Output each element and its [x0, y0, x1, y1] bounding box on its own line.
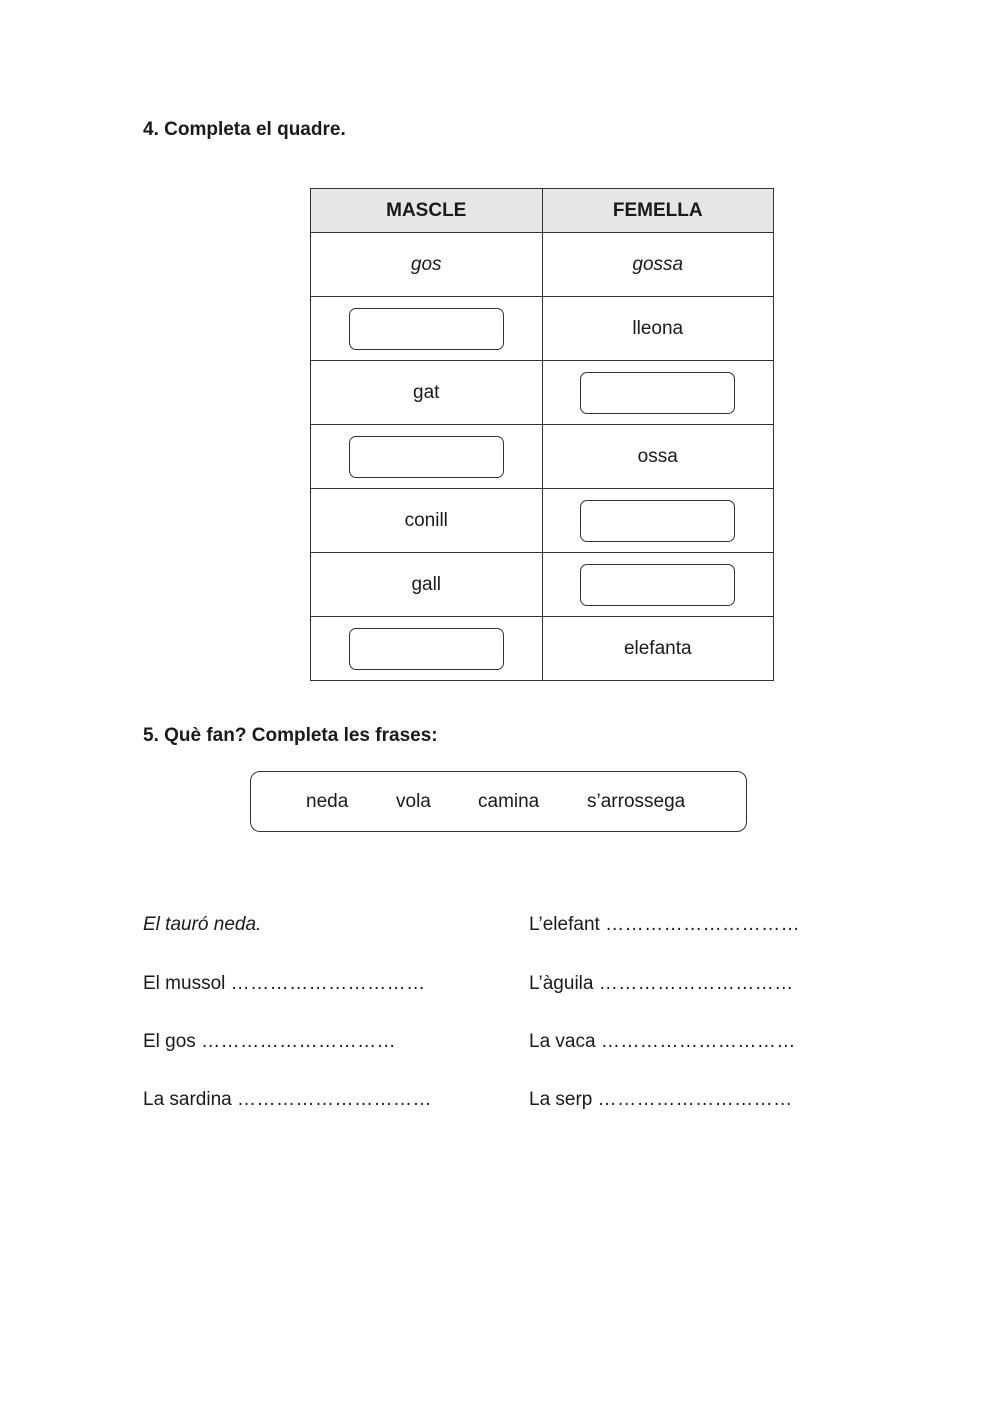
- answer-box-mascle[interactable]: [349, 628, 504, 670]
- word-bank-item[interactable]: camina: [478, 791, 540, 812]
- table-row: [311, 553, 774, 617]
- cell-femella: [542, 361, 774, 425]
- table-row: [311, 233, 774, 297]
- answer-box-mascle[interactable]: [349, 436, 504, 478]
- sentence-subject: El gos: [143, 1031, 196, 1052]
- cell-mascle: [311, 425, 543, 489]
- sentence-line: [529, 914, 800, 936]
- header-mascle: MASCLE: [311, 189, 543, 233]
- table-row: [311, 425, 774, 489]
- table-row: [311, 617, 774, 681]
- cell-mascle: gall: [311, 553, 543, 617]
- header-femella: FEMELLA: [542, 189, 774, 233]
- word-bank-item[interactable]: vola: [396, 791, 431, 812]
- section-5-title: 5. Què fan? Completa les frases:: [143, 725, 438, 746]
- sentence-subject: L’àguila: [529, 973, 594, 994]
- answer-blank[interactable]: …………………………: [598, 973, 794, 994]
- answer-blank[interactable]: …………………………: [600, 1031, 796, 1052]
- word-bank: [250, 771, 747, 832]
- sentence-line: [529, 1089, 793, 1111]
- sentence-subject: El mussol: [143, 973, 226, 994]
- cell-femella: lleona: [542, 297, 774, 361]
- cell-femella: ossa: [542, 425, 774, 489]
- answer-box-mascle[interactable]: [349, 308, 504, 350]
- cell-femella: gossa: [542, 233, 774, 297]
- table-header-row: [311, 189, 774, 233]
- animal-gender-table: [310, 188, 774, 681]
- cell-mascle: gos: [311, 233, 543, 297]
- table-row: [311, 489, 774, 553]
- table-row: [311, 361, 774, 425]
- cell-mascle: [311, 297, 543, 361]
- answer-blank[interactable]: …………………………: [597, 1089, 793, 1110]
- answer-blank[interactable]: …………………………: [605, 914, 801, 935]
- cell-mascle: [311, 617, 543, 681]
- answer-blank[interactable]: …………………………: [201, 1031, 397, 1052]
- sentence-subject: La sardina: [143, 1089, 232, 1110]
- sentence-line: [529, 1031, 796, 1053]
- word-bank-item[interactable]: s’arrossega: [587, 791, 686, 812]
- example-sentence: El tauró neda.: [143, 914, 262, 935]
- cell-mascle: conill: [311, 489, 543, 553]
- sentence-subject: La vaca: [529, 1031, 596, 1052]
- cell-femella: [542, 553, 774, 617]
- sentence-line: [143, 1031, 396, 1053]
- sentence-line: [143, 973, 426, 995]
- table-row: [311, 297, 774, 361]
- sentence-line: [529, 973, 794, 995]
- sentence-line: [143, 1089, 432, 1111]
- cell-mascle: gat: [311, 361, 543, 425]
- answer-box-femella[interactable]: [580, 564, 735, 606]
- word-bank-item[interactable]: neda: [306, 791, 349, 812]
- answer-blank[interactable]: …………………………: [230, 973, 426, 994]
- answer-blank[interactable]: …………………………: [237, 1089, 433, 1110]
- cell-femella: elefanta: [542, 617, 774, 681]
- cell-femella: [542, 489, 774, 553]
- sentence-subject: La serp: [529, 1089, 593, 1110]
- sentence-subject: L’elefant: [529, 914, 600, 935]
- answer-box-femella[interactable]: [580, 372, 735, 414]
- section-4-title: 4. Completa el quadre.: [143, 119, 346, 140]
- answer-box-femella[interactable]: [580, 500, 735, 542]
